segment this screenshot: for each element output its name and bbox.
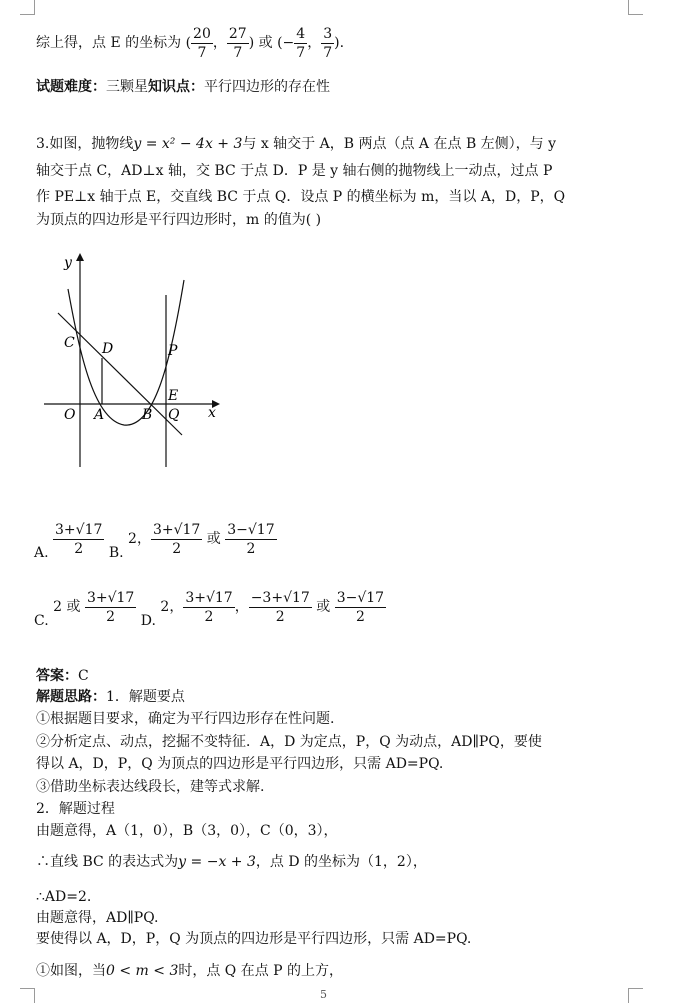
approach-label: 解题思路：	[36, 689, 106, 705]
option-c-label: C.	[34, 613, 49, 629]
knowledge-point-label: 知识点：	[148, 79, 204, 95]
label-o: O	[64, 407, 76, 423]
option-a-fraction: $\frac{3+√17}{2}$	[55, 521, 103, 557]
question-line-4: 为顶点的四边形是平行四边形时，m 的值为( )	[36, 212, 322, 228]
label-c: C	[64, 335, 75, 351]
solution-para-9: 由题意得，AD∥PQ.	[36, 910, 159, 926]
corner-mark-top-left	[20, 0, 35, 15]
difficulty-label: 试题难度：	[36, 79, 106, 95]
label-p: P	[168, 343, 178, 359]
option-c-fraction: $\frac{3+√17}{2}$	[86, 589, 135, 625]
knowledge-point-value: 平行四边形的存在性	[204, 79, 330, 95]
solution-para-11: ①如图，当0 < m < 3时，点 Q 在点 P 的上方，	[36, 963, 344, 979]
fraction-e2: $\frac{27}{7}$	[228, 25, 247, 61]
solution-para-4: ③借助坐标表达线段长，建等式求解.	[36, 779, 265, 795]
option-b-fraction-2: $\frac{3-√17}{2}$	[227, 521, 275, 557]
label-d: D	[102, 341, 114, 357]
page-number: 5	[320, 988, 327, 1001]
option-a-label: A.	[34, 545, 49, 561]
line-bc-formula: y = −x + 3	[178, 854, 256, 870]
corner-mark-top-right	[628, 0, 643, 15]
option-d-fraction-2: $\frac{-3+√17}{2}$	[250, 589, 310, 625]
solution-para-7: ∴直线 BC 的表达式为y = −x + 3，点 D 的坐标为（1，2），	[36, 854, 427, 870]
parabola	[68, 280, 184, 425]
label-a: A	[94, 407, 105, 423]
approach-line: 解题思路：1．解题要点	[36, 689, 185, 705]
corner-mark-bottom-right	[628, 988, 643, 1003]
summary-line: 综上得，点 E 的坐标为 ( $\frac{20}{7}$ ， $\frac{27}{7}$ ) 或 (− $\frac{4}{7}$ ， $\frac{3}{7}$ ).	[36, 25, 345, 61]
difficulty-value: 三颗星	[106, 79, 148, 95]
answer-value: C	[78, 668, 89, 684]
solution-para-10: 要使得以 A，D，P，Q 为顶点的四边形是平行四边形，只需 AD=PQ.	[36, 931, 472, 947]
solution-para-3: 得以 A，D，P，Q 为顶点的四边形是平行四边形，只需 AD=PQ.	[36, 756, 444, 772]
answer-label: 答案：	[36, 668, 78, 684]
fraction-e3: $\frac{4}{7}$	[296, 25, 306, 61]
answer-line	[36, 667, 89, 685]
parabola-figure	[36, 245, 236, 475]
parabola-formula: y = x² − 4x + 3	[133, 136, 243, 152]
fraction-e1: $\frac{20}{7}$	[193, 25, 211, 61]
option-row-cd: C. 2 或 $\frac{3+√17}{2}$ D. 2， $\frac{3+√17}{2}$ ， $\frac{-3+√17}{2}$ 或 $\frac{3-√17}{2}$	[34, 589, 385, 629]
fraction-e4: $\frac{3}{7}$	[323, 25, 333, 61]
m-range-formula: 0 < m < 3	[106, 963, 179, 979]
option-b-fraction-1: $\frac{3+√17}{2}$	[152, 521, 201, 557]
question-line-1: 3.如图，抛物线y = x² − 4x + 3与 x 轴交于 A，B 两点（点 A 在点 B 左侧），与 y	[36, 136, 557, 152]
corner-mark-bottom-left	[20, 988, 35, 1003]
solution-para-6: 由题意得，A（1，0），B（3，0），C（0，3），	[36, 823, 338, 839]
y-axis-arrow	[76, 253, 84, 261]
label-x: x	[208, 405, 216, 421]
option-row-ab: A. $\frac{3+√17}{2}$ B. 2， $\frac{3+√17}{2}$ 或 $\frac{3-√17}{2}$	[34, 521, 275, 561]
summary-lead: 综上得，点 E 的坐标为	[36, 35, 182, 51]
question-line-3: 作 PE⊥x 轴于点 E，交直线 BC 于点 Q．设点 P 的横坐标为 m，当以 A，D，P，Q	[36, 189, 566, 205]
solution-para-2: ②分析定点、动点，挖掘不变特征．A，D 为定点，P，Q 为动点，AD∥PQ，要使	[36, 734, 542, 750]
label-e: E	[168, 388, 179, 404]
label-y: y	[64, 255, 72, 271]
label-q: Q	[168, 407, 180, 423]
solution-para-1: ①根据题目要求，确定为平行四边形存在性问题.	[36, 711, 335, 727]
option-d-fraction-3: $\frac{3-√17}{2}$	[336, 589, 385, 625]
solution-para-5: 2．解题过程	[36, 801, 115, 817]
option-d-fraction-1: $\frac{3+√17}{2}$	[185, 589, 233, 625]
option-b-label: B.	[108, 545, 124, 561]
solution-para-8: ∴AD=2.	[36, 889, 92, 905]
parabola-curve	[66, 285, 122, 460]
option-d-label: D.	[140, 613, 156, 629]
label-b: B	[142, 407, 153, 423]
question-line-2: 轴交于点 C，AD⊥x 轴，交 BC 于点 D．P 是 y 轴右侧的抛物线上一动点，过点 P	[36, 163, 553, 179]
difficulty-line	[36, 78, 330, 96]
